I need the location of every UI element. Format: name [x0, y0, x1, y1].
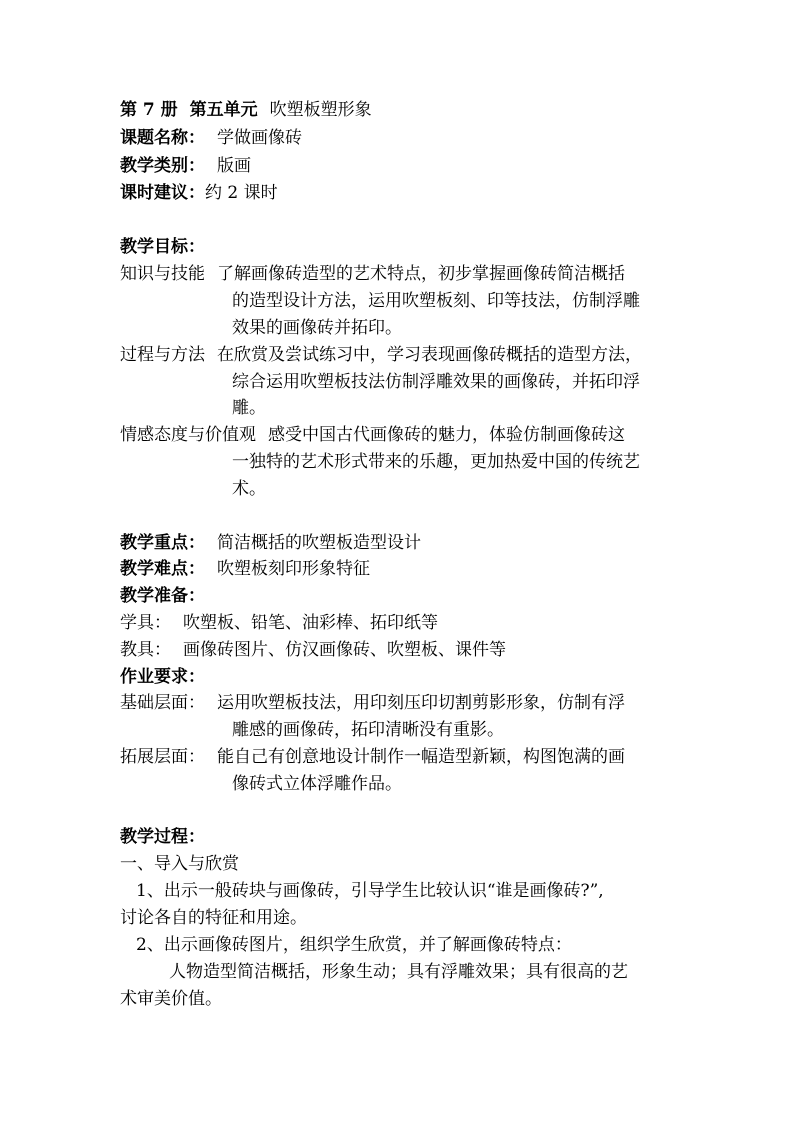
- type-label: 教学类别：: [120, 156, 205, 176]
- homework-extend-label: 拓展层面：: [120, 747, 205, 767]
- item-1-line-2: 讨论各自的特征和用途。: [120, 908, 307, 928]
- difficulty-row: [120, 557, 370, 581]
- item-2-desc-line-2: 术审美价值。: [120, 989, 222, 1009]
- knowledge-line-3: 效果的画像砖并拓印。: [232, 318, 402, 338]
- homework-extend-row: [120, 745, 625, 769]
- difficulty-value: 吹塑板刻印形象特征: [217, 559, 370, 579]
- knowledge-row: [120, 262, 625, 286]
- process-method-row: [120, 343, 642, 367]
- book-number: 第 7 册: [120, 100, 178, 120]
- focus-row: [120, 531, 421, 555]
- teacher-tools-label: 教具：: [120, 640, 171, 660]
- item-1-line-1: 1、出示一般砖块与画像砖，引导学生比较认识“谁是画像砖?”,: [136, 881, 604, 901]
- focus-label: 教学重点：: [120, 533, 205, 553]
- emotion-line-1: 感受中国古代画像砖的魅力，体验仿制画像砖这: [268, 425, 625, 445]
- unit-title: 吹塑板塑形象: [269, 100, 372, 120]
- type-value: 版画: [217, 156, 251, 176]
- homework-title: 作业要求：: [120, 667, 205, 687]
- student-tools-row: [120, 611, 438, 635]
- homework-basic-row: [120, 691, 625, 715]
- item-2-line: 2、出示画像砖图片，组织学生欣赏，并了解画像砖特点：: [136, 935, 572, 955]
- knowledge-line-1: 了解画像砖造型的艺术特点，初步掌握画像砖简洁概括: [217, 264, 625, 284]
- process-method-line-3: 雕。: [232, 398, 266, 418]
- hours-value: 约 2 课时: [205, 183, 278, 203]
- emotion-row: [120, 423, 625, 447]
- student-tools-value: 吹塑板、铅笔、油彩棒、拓印纸等: [183, 613, 438, 633]
- knowledge-line-2: 的造型设计方法，运用吹塑板刻、印等技法，仿制浮雕: [232, 291, 640, 311]
- preparation-title: 教学准备：: [120, 586, 205, 606]
- type-row: [120, 154, 251, 178]
- process-title: 教学过程：: [120, 827, 205, 847]
- student-tools-label: 学具：: [120, 613, 171, 633]
- process-method-label: 过程与方法: [120, 345, 205, 365]
- hours-label: 课时建议：: [120, 183, 205, 203]
- objectives-title: 教学目标：: [120, 237, 205, 257]
- process-method-line-2: 综合运用吹塑板技法仿制浮雕效果的画像砖，并拓印浮: [232, 372, 640, 392]
- homework-extend-line-1: 能自己有创意地设计制作一幅造型新颖，构图饱满的画: [217, 747, 625, 767]
- homework-basic-line-1: 运用吹塑板技法，用印刻压印切割剪影形象，仿制有浮: [217, 693, 625, 713]
- section-1-heading: 一、导入与欣赏: [120, 854, 239, 874]
- item-2-desc-line-1: 人物造型简洁概括，形象生动；具有浮雕效果；具有很高的艺: [169, 962, 628, 982]
- topic-row: [120, 126, 302, 150]
- hours-row: [120, 181, 278, 205]
- focus-value: 简洁概括的吹塑板造型设计: [217, 533, 421, 553]
- homework-basic-label: 基础层面：: [120, 693, 205, 713]
- unit-number: 第五单元: [189, 100, 258, 120]
- teacher-tools-value: 画像砖图片、仿汉画像砖、吹塑板、课件等: [183, 640, 506, 660]
- topic-value: 学做画像砖: [217, 128, 302, 148]
- unit-header: [120, 98, 372, 122]
- emotion-line-2: 一独特的艺术形式带来的乐趣，更加热爱中国的传统艺: [232, 452, 640, 472]
- difficulty-label: 教学难点：: [120, 559, 205, 579]
- homework-extend-line-2: 像砖式立体浮雕作品。: [232, 774, 402, 794]
- homework-basic-line-2: 雕感的画像砖，拓印清晰没有重影。: [232, 720, 504, 740]
- teacher-tools-row: [120, 638, 506, 662]
- process-method-line-1: 在欣赏及尝试练习中，学习表现画像砖概括的造型方法，: [217, 345, 642, 365]
- emotion-line-3: 术。: [232, 479, 266, 499]
- knowledge-label: 知识与技能: [120, 264, 205, 284]
- topic-label: 课题名称：: [120, 128, 205, 148]
- emotion-label: 情感态度与价值观: [120, 425, 256, 445]
